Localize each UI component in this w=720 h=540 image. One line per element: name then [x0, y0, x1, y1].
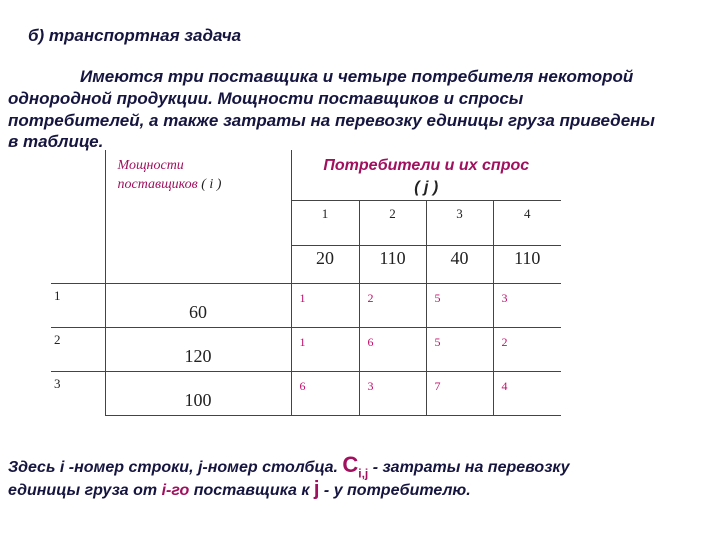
demand-value: 110 — [379, 247, 406, 268]
suppliers-header-cell — [105, 150, 291, 283]
consumer-number: 4 — [524, 205, 531, 221]
cost-cell — [493, 327, 561, 371]
cij-letter: C — [342, 452, 359, 477]
cost-cell — [426, 283, 493, 327]
demand-cell — [291, 245, 359, 283]
row-index: 3 — [54, 375, 61, 391]
consumers-header-cell — [291, 150, 561, 200]
cost-cell — [493, 371, 561, 415]
cost-cell — [291, 327, 359, 371]
transport-table — [51, 150, 561, 416]
consumer-number-cell — [426, 200, 493, 245]
cost-value: 3 — [501, 290, 508, 305]
footer-highlight: i-го — [161, 482, 190, 499]
consumer-number: 2 — [389, 205, 396, 221]
suppliers-label-line1: Мощности — [117, 158, 184, 173]
footer-text: Здесь i -номер строки, j-номер столбца. — [8, 459, 338, 476]
cij-subscript: i,j — [358, 466, 369, 481]
intro-line-1: Имеются три поставщика и четыре потребителя некоторой — [80, 67, 634, 86]
table-row — [51, 283, 561, 327]
row-index: 1 — [54, 287, 61, 303]
consumer-number-cell — [359, 200, 426, 245]
footer-text: - у потребителю. — [319, 482, 471, 499]
cost-value: 5 — [434, 290, 441, 305]
demand-value: 20 — [316, 247, 334, 268]
footer-line-1 — [8, 452, 570, 480]
footer-line-2 — [8, 478, 471, 501]
consumers-label — [292, 155, 562, 199]
cost-cell — [291, 371, 359, 415]
footer-text: - затраты на перевозку — [368, 459, 570, 476]
row-index: 2 — [54, 331, 61, 347]
demand-value: 110 — [514, 247, 541, 268]
consumer-number: 1 — [321, 205, 329, 221]
cost-cell — [291, 283, 359, 327]
cij-symbol — [342, 452, 369, 481]
section-heading: б) транспортная задача — [28, 26, 242, 45]
suppliers-label-line2: поставщиков — [117, 177, 198, 192]
intro-line-4: в таблице. — [8, 132, 104, 151]
intro-line-2: однородной продукции. Мощности поставщиков и спросы — [8, 89, 524, 108]
cost-value: 1 — [299, 334, 306, 349]
j-symbol: j — [313, 478, 320, 500]
consumer-number-cell — [291, 200, 359, 245]
cost-cell — [359, 327, 426, 371]
cost-value: 2 — [501, 334, 508, 349]
cost-cell — [359, 371, 426, 415]
consumer-number-cell — [493, 200, 561, 245]
cost-value: 3 — [367, 378, 374, 393]
table-row — [51, 371, 561, 415]
consumer-number: 3 — [456, 205, 463, 221]
cost-value: 1 — [299, 290, 306, 305]
cost-cell — [426, 371, 493, 415]
cost-cell — [493, 283, 561, 327]
supply-cell — [105, 283, 291, 327]
demand-cell — [426, 245, 493, 283]
suppliers-label — [118, 156, 222, 194]
table-row — [51, 327, 561, 371]
supply-value: 60 — [189, 301, 207, 322]
supply-value: 120 — [184, 345, 212, 366]
cost-cell — [426, 327, 493, 371]
cost-value: 6 — [367, 334, 374, 349]
consumers-index-label: ( j ) — [414, 179, 439, 196]
footer-text: поставщика к — [189, 482, 314, 499]
row-index-cell — [51, 371, 105, 415]
demand-cell — [359, 245, 426, 283]
cost-value: 5 — [434, 334, 441, 349]
cost-value: 6 — [299, 378, 306, 393]
supply-value: 100 — [184, 389, 212, 410]
cost-value: 7 — [434, 378, 441, 393]
corner-cell — [51, 150, 105, 283]
cost-value: 4 — [501, 378, 508, 393]
demand-cell — [493, 245, 561, 283]
supply-cell — [105, 327, 291, 371]
consumers-label-line1: Потребители и их спрос — [323, 157, 530, 174]
row-index-cell — [51, 283, 105, 327]
supply-cell — [105, 371, 291, 415]
suppliers-index-label: ( i ) — [201, 177, 222, 192]
footer-text: единицы груза от — [8, 482, 162, 499]
cost-cell — [359, 283, 426, 327]
demand-value: 40 — [450, 247, 469, 268]
intro-line-3: потребителей, а также затраты на перевозку единицы груза приведены — [8, 111, 655, 130]
cost-value: 2 — [367, 290, 374, 305]
row-index-cell — [51, 327, 105, 371]
